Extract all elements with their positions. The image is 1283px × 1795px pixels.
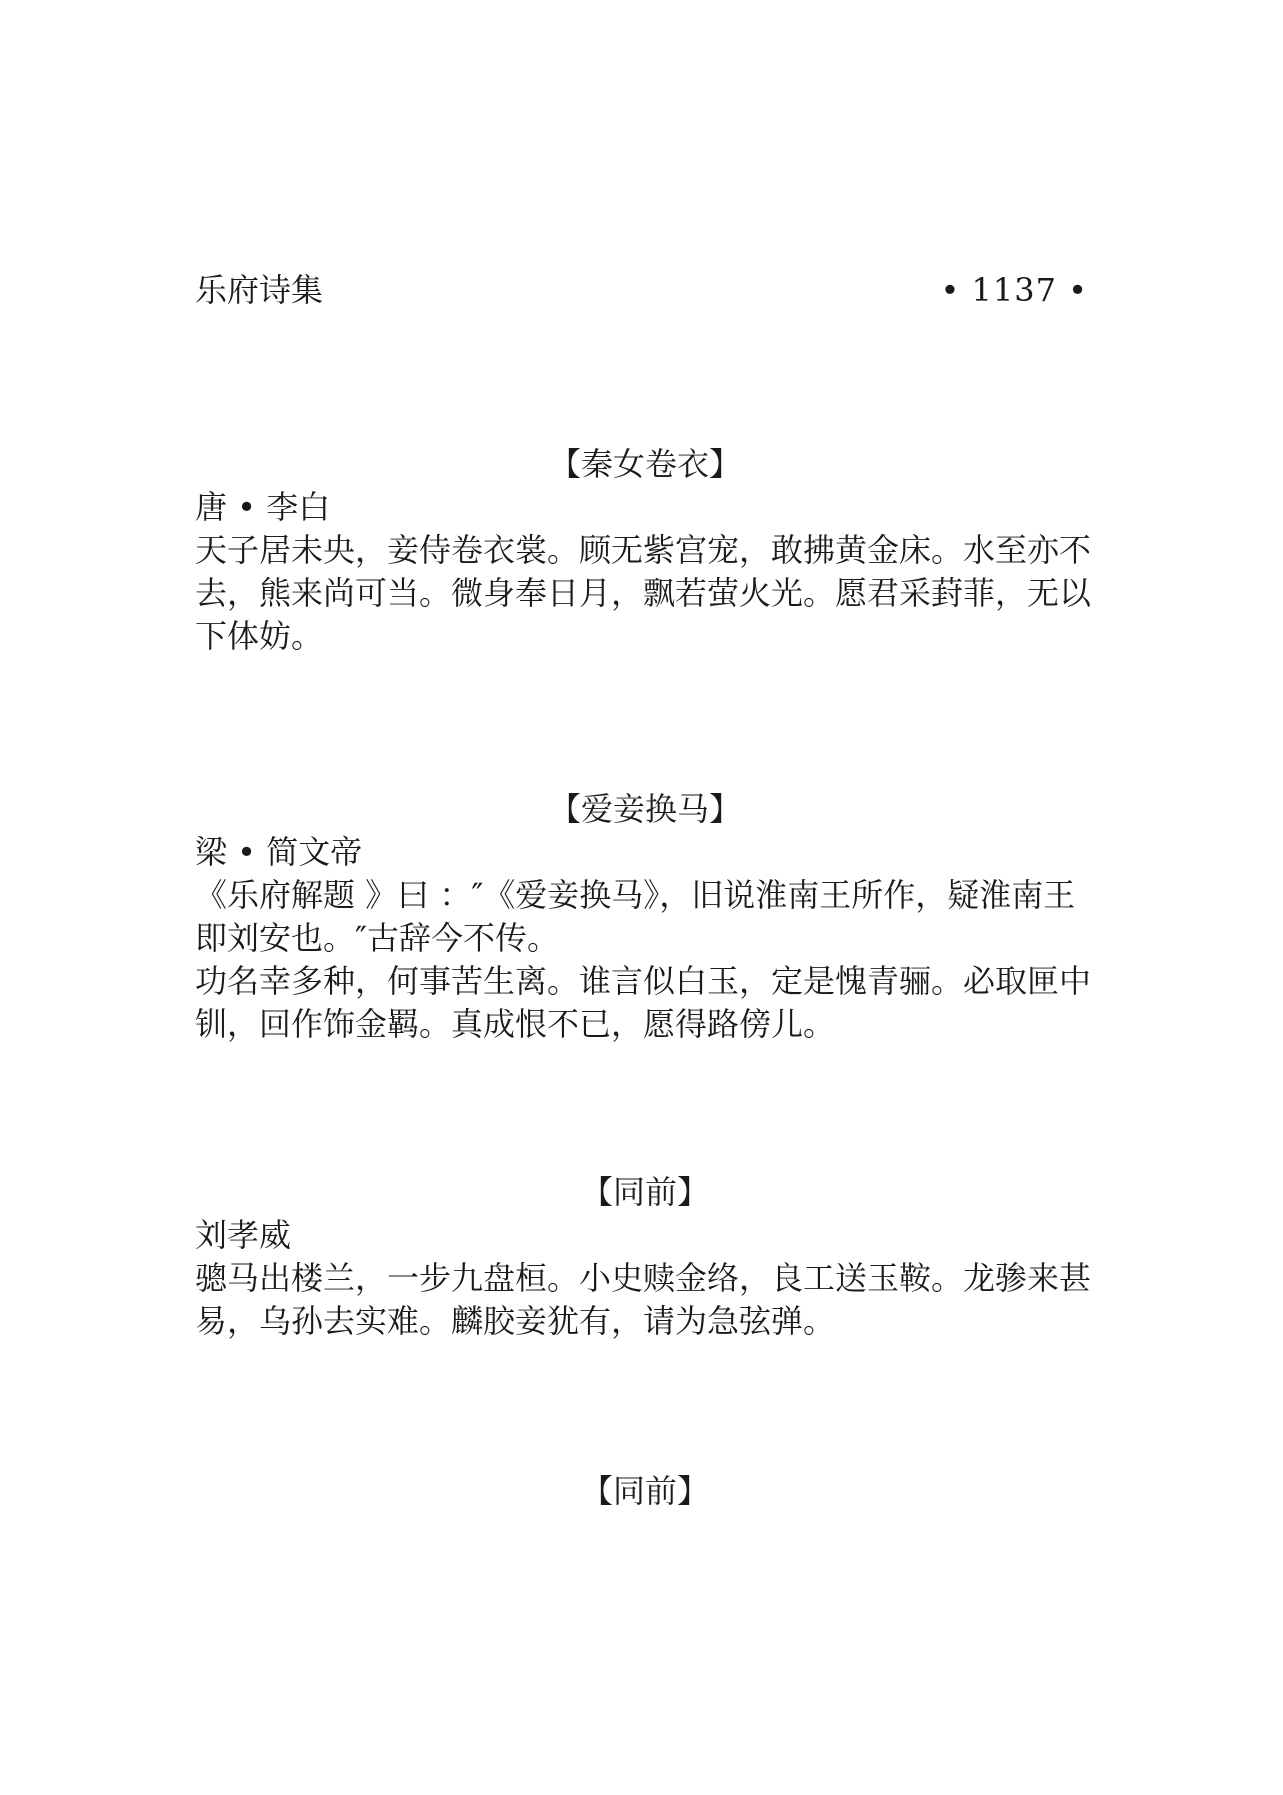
- page-header: [195, 268, 1088, 312]
- book-title: 乐府诗集: [195, 271, 324, 309]
- poem-author: 唐 • 李白: [195, 488, 331, 526]
- page-number: • 1137 •: [940, 271, 1088, 309]
- poem-author: 梁 • 简文帝: [195, 833, 363, 871]
- poem-text: 功名幸多种，何事苦生离。谁言似白玉，定是愧青骊。必取匣中钏，回作饰金羁。真成恨不已，愿得路傍儿。: [195, 962, 1092, 1043]
- poem-title: 【同前】: [580, 1173, 709, 1211]
- poem-section: [195, 1470, 1095, 1513]
- poem-preface: 《乐府解题 》曰 ：″《爱妾换马》，旧说淮南王所作，疑淮南王即刘安也。″古辞今不传。: [195, 876, 1076, 957]
- poem-text: 骢马出楼兰，一步九盘桓。小史赎金络，良工送玉鞍。龙骖来甚易，乌孙去实难。麟胶妾犹有，请为急弦弹。: [195, 1259, 1092, 1340]
- poem-section: [195, 443, 1095, 658]
- poem-text: 天子居未央，妾侍卷衣裳。顾无紫宫宠，敢拂黄金床。水至亦不去，熊来尚可当。微身奉日月，飘若萤火光。愿君采葑菲，无以下体妨。: [195, 531, 1092, 655]
- poem-section: [195, 788, 1095, 1046]
- poem-title: 【同前】: [580, 1472, 709, 1510]
- poem-author: 刘孝威: [195, 1216, 292, 1254]
- poem-section: [195, 1171, 1095, 1343]
- poem-title: 【秦女卷衣】: [548, 445, 741, 483]
- poem-title: 【爱妾换马】: [548, 790, 741, 828]
